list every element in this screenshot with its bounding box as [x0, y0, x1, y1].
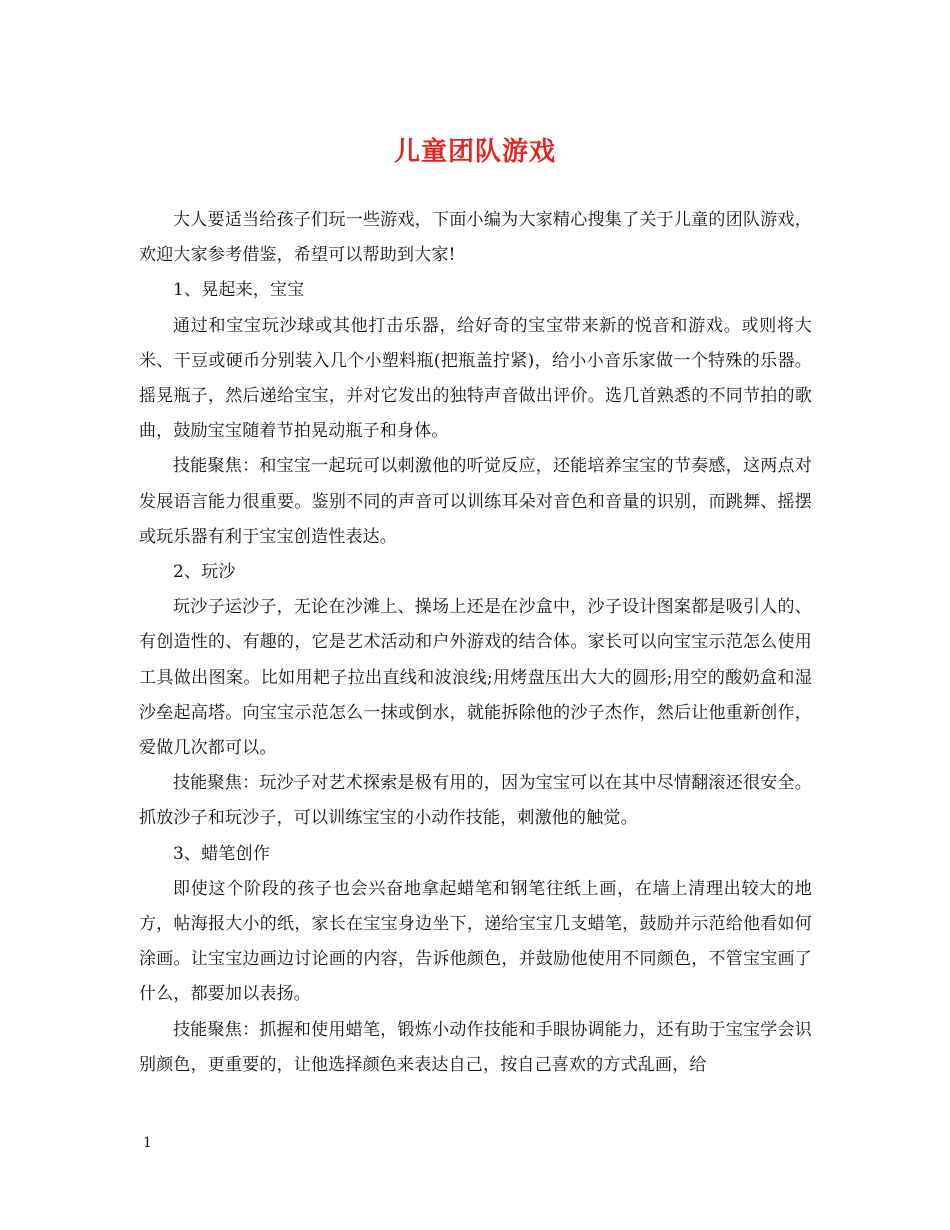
section-1-skill-focus: 技能聚焦：和宝宝一起玩可以刺激他的听觉反应，还能培养宝宝的节奏感，这两点对发展语言能力很重要。鉴别不同的声音可以训练耳朵对音色和音量的识别，而跳舞、摇摆或玩乐器有利于宝宝创造性表达。	[139, 456, 812, 547]
section-heading-1: 1、晃起来，宝宝	[173, 280, 305, 301]
section-3-skill-focus: 技能聚焦：抓握和使用蜡笔，锻炼小动作技能和手眼协调能力，还有助于宝宝学会识别颜色，更重要的，让他选择颜色来表达自己，按自己喜欢的方式乱画，给	[139, 1019, 812, 1075]
section-1-paragraph: 通过和宝宝玩沙球或其他打击乐器，给好奇的宝宝带来新的悦音和游戏。或则将大米、干豆或硬币分别装入几个小塑料瓶(把瓶盖拧紧)，给小小音乐家做一个特殊的乐器。摇晃瓶子，然后递给宝宝，并对它发出的独特声音做出评价。选几首熟悉的不同节拍的歌曲，鼓励宝宝随着节拍晃动瓶子和身体。	[139, 315, 812, 442]
section-heading-2: 2、玩沙	[173, 562, 236, 583]
page-number: 1	[143, 1135, 152, 1151]
intro-paragraph: 大人要适当给孩子们玩一些游戏，下面小编为大家精心搜集了关于儿童的团队游戏，欢迎大家参考借鉴，希望可以帮助到大家!	[139, 210, 812, 266]
section-3-paragraph: 即使这个阶段的孩子也会兴奋地拿起蜡笔和钢笔往纸上画，在墙上清理出较大的地方，帖海报大小的纸，家长在宝宝身边坐下，递给宝宝几支蜡笔，鼓励并示范给他看如何涂画。让宝宝边画边讨论画的内容，告诉他颜色，并鼓励他使用不同颜色，不管宝宝画了什么，都要加以表扬。	[139, 878, 812, 1005]
section-2-paragraph: 玩沙子运沙子，无论在沙滩上、操场上还是在沙盒中，沙子设计图案都是吸引人的、有创造性的、有趣的，它是艺术活动和户外游戏的结合体。家长可以向宝宝示范怎么使用工具做出图案。比如用耙子拉出直线和波浪线;用烤盘压出大大的圆形;用空的酸奶盒和湿沙垒起高塔。向宝宝示范怎么一抹或倒水，就能拆除他的沙子杰作，然后让他重新创作，爱做几次都可以。	[139, 597, 812, 759]
document-body	[139, 203, 812, 1083]
section-heading-3: 3、蜡笔创作	[173, 843, 271, 864]
document-title: 儿童团队游戏	[393, 137, 556, 167]
section-2-skill-focus: 技能聚焦：玩沙子对艺术探索是极有用的，因为宝宝可以在其中尽情翻滚还很安全。抓放沙子和玩沙子，可以训练宝宝的小动作技能，刺激他的触觉。	[139, 773, 812, 829]
